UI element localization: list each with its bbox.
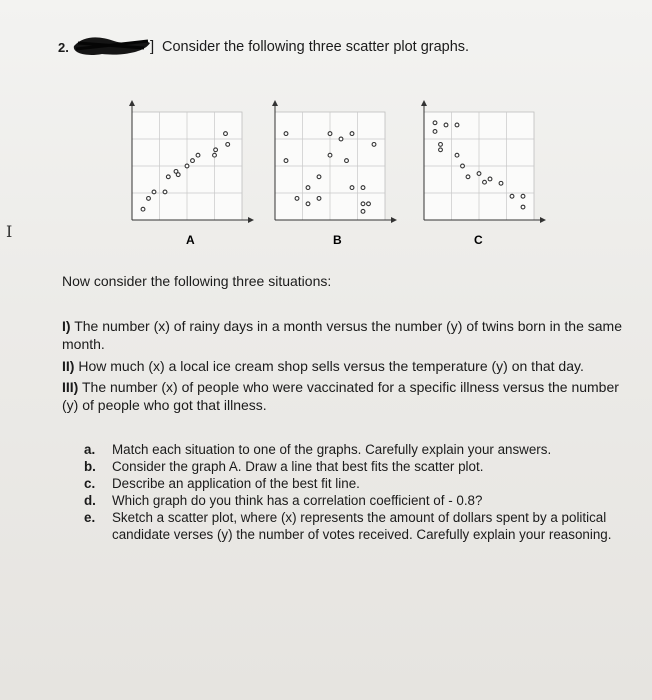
data-point xyxy=(306,202,310,206)
question-number: 2. xyxy=(58,40,69,55)
data-point xyxy=(152,190,156,194)
part-e-text: Sketch a scatter plot, where (x) represents the amount of dollars spent by a political candidate verses (y) the number of votes received. Carefully explain your reasoning. xyxy=(112,510,612,542)
data-point xyxy=(226,143,230,147)
data-point xyxy=(295,197,299,201)
data-point xyxy=(455,153,459,157)
data-point xyxy=(350,132,354,136)
data-point xyxy=(488,177,492,181)
x-axis-arrow xyxy=(391,217,397,223)
data-point xyxy=(306,186,310,190)
part-a xyxy=(84,441,640,458)
data-point xyxy=(521,194,525,198)
data-point xyxy=(439,148,443,152)
scatter-graph-a xyxy=(122,98,267,250)
part-e-mark: e. xyxy=(84,510,96,525)
data-point xyxy=(328,153,332,157)
y-axis-arrow xyxy=(129,100,135,106)
situations-intro: Now consider the following three situations: xyxy=(62,273,332,289)
part-d-text: Which graph do you think has a correlation coefficient of - 0.8? xyxy=(112,493,483,508)
data-point xyxy=(317,175,321,179)
data-point xyxy=(433,130,437,134)
graph-label-c: C xyxy=(474,233,483,247)
data-point xyxy=(284,159,288,163)
data-point xyxy=(477,172,481,176)
data-point xyxy=(439,143,443,147)
data-point xyxy=(345,159,349,163)
part-b-text: Consider the graph A. Draw a line that best fits the scatter plot. xyxy=(112,459,484,474)
y-axis-arrow xyxy=(421,100,427,106)
situation-2-text: How much (x) a local ice cream shop sells versus the temperature (y) on that day. xyxy=(78,358,584,374)
data-point xyxy=(350,186,354,190)
part-a-text: Match each situation to one of the graphs. Carefully explain your answers. xyxy=(112,442,552,457)
data-point xyxy=(521,205,525,209)
part-b xyxy=(84,458,640,475)
data-point xyxy=(361,209,365,213)
data-point xyxy=(483,180,487,184)
situation-3 xyxy=(62,378,634,414)
part-b-mark: b. xyxy=(84,459,96,474)
data-point xyxy=(147,197,151,201)
data-point xyxy=(433,121,437,125)
text-cursor-icon: I xyxy=(6,222,13,241)
x-axis-arrow xyxy=(540,217,546,223)
data-point xyxy=(176,173,180,177)
data-point xyxy=(141,207,145,211)
data-point xyxy=(361,186,365,190)
graph-label-a: A xyxy=(186,233,195,247)
question-title: Consider the following three scatter plot graphs. xyxy=(162,39,470,55)
part-d-mark: d. xyxy=(84,493,96,508)
data-point xyxy=(510,194,514,198)
situation-3-text: The number (x) of people who were vaccinated for a specific illness versus the number (y) of people who got that illness. xyxy=(62,379,619,414)
situation-1-text: The number (x) of rainy days in a month versus the number (y) of twins born in the same month. xyxy=(62,318,622,353)
data-point xyxy=(163,190,167,194)
data-point xyxy=(317,197,321,201)
situation-2 xyxy=(62,357,650,375)
question-parts xyxy=(84,441,640,543)
data-point xyxy=(284,132,288,136)
part-c xyxy=(84,475,640,492)
data-point xyxy=(466,175,470,179)
scatter-graph-c xyxy=(414,98,559,250)
closing-bracket: ] xyxy=(150,38,155,55)
graph-label-b: B xyxy=(333,233,342,247)
situation-2-marker: II) xyxy=(62,358,75,374)
data-point xyxy=(367,202,371,206)
data-point xyxy=(361,202,365,206)
data-point xyxy=(166,175,170,179)
data-point xyxy=(444,123,448,127)
part-e xyxy=(84,509,640,543)
scatter-graph-b xyxy=(265,98,410,250)
situation-1 xyxy=(62,317,650,353)
data-point xyxy=(213,153,217,157)
part-a-mark: a. xyxy=(84,442,96,457)
redaction-scribble xyxy=(70,33,155,59)
situation-1-marker: I) xyxy=(62,318,71,334)
y-axis-arrow xyxy=(272,100,278,106)
part-c-mark: c. xyxy=(84,476,96,491)
data-point xyxy=(499,181,503,185)
data-point xyxy=(339,137,343,141)
situation-3-marker: III) xyxy=(62,379,79,395)
data-point xyxy=(214,148,218,152)
part-c-text: Describe an application of the best fit line. xyxy=(112,476,360,491)
part-d xyxy=(84,492,640,509)
x-axis-arrow xyxy=(248,217,254,223)
data-point xyxy=(224,132,228,136)
data-point xyxy=(191,159,195,163)
data-point xyxy=(461,164,465,168)
data-point xyxy=(185,164,189,168)
data-point xyxy=(328,132,332,136)
data-point xyxy=(372,143,376,147)
data-point xyxy=(196,153,200,157)
data-point xyxy=(455,123,459,127)
